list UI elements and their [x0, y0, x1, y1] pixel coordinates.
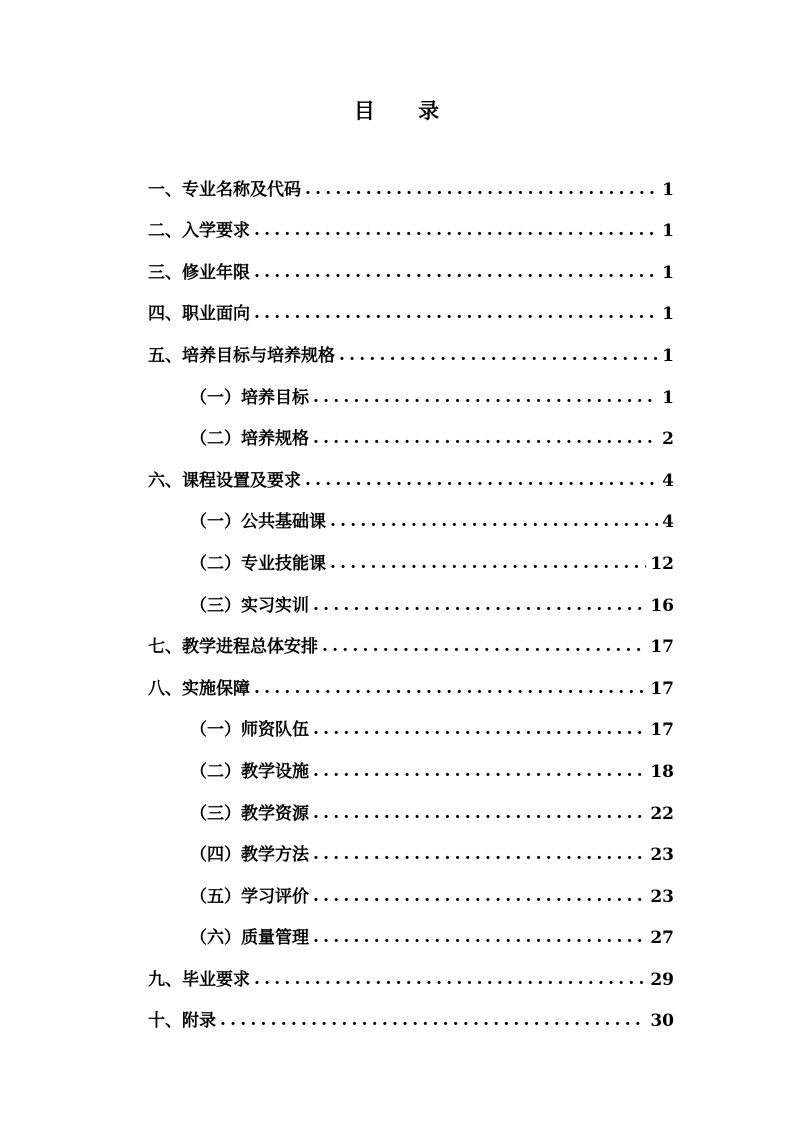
toc-entry-label: （六）质量管理 [190, 928, 309, 949]
toc-entry-label: 二、入学要求 [148, 221, 250, 242]
toc-entry-label: （一）公共基础课 [190, 512, 326, 533]
toc-entry-page-number: 1 [662, 179, 674, 200]
toc-entry-page-number: 23 [650, 886, 674, 907]
toc-entry-page-number: 17 [650, 637, 674, 658]
toc-entry-page-number: 1 [662, 262, 674, 283]
toc-entry[interactable] [148, 950, 674, 992]
toc-entry[interactable] [148, 701, 674, 743]
toc-entry-label: 四、职业面向 [148, 304, 250, 325]
toc-entry-page-number: 1 [662, 221, 674, 242]
toc-entry[interactable] [148, 742, 674, 784]
dot-leader [313, 801, 646, 825]
toc-entry-page-number: 17 [650, 678, 674, 699]
toc-entry-label: （一）师资队伍 [190, 720, 309, 741]
dot-leader [330, 551, 646, 575]
toc-entry[interactable] [148, 576, 674, 618]
toc-entry-label: 五、培养目标与培养规格 [148, 345, 335, 366]
toc-entry-page-number: 16 [650, 595, 674, 616]
toc-entry-page-number: 17 [650, 720, 674, 741]
toc-entry-label: （四）教学方法 [190, 845, 309, 866]
dot-leader [254, 301, 658, 325]
toc-entry[interactable] [148, 368, 674, 410]
toc-entry-page-number: 2 [662, 429, 674, 450]
toc-entry[interactable] [148, 285, 674, 327]
toc-entry-page-number: 27 [650, 928, 674, 949]
toc-title: 目 录 [353, 98, 458, 123]
dot-leader [339, 343, 658, 367]
toc-entry-label: 九、毕业要求 [148, 969, 250, 990]
dot-leader [254, 218, 658, 242]
toc-entry[interactable] [148, 826, 674, 868]
toc-entry-label: 一、专业名称及代码 [148, 179, 301, 200]
toc-entry-label: 十、附录 [148, 1011, 216, 1032]
dot-leader [254, 260, 658, 284]
toc-entry[interactable] [148, 243, 674, 285]
dot-leader [305, 468, 658, 492]
toc-entry-page-number: 22 [650, 803, 674, 824]
toc-entry-label: 八、实施保障 [148, 678, 250, 699]
toc-entry-label: （二）专业技能课 [190, 553, 326, 574]
toc-entry-page-number: 1 [662, 345, 674, 366]
dot-leader [322, 634, 646, 658]
toc-entry-label: 七、教学进程总体安排 [148, 637, 318, 658]
toc-entry[interactable] [148, 659, 674, 701]
dot-leader [313, 842, 646, 866]
toc-entry[interactable] [148, 451, 674, 493]
toc-entry-page-number: 18 [650, 761, 674, 782]
toc-entry[interactable] [148, 992, 674, 1034]
toc-entry[interactable] [148, 410, 674, 452]
dot-leader [313, 884, 646, 908]
toc-entry-label: （一）培养目标 [190, 387, 309, 408]
toc-entry-label: （三）教学资源 [190, 803, 309, 824]
dot-leader [313, 717, 646, 741]
dot-leader [313, 759, 646, 783]
toc-entry-page-number: 12 [650, 553, 674, 574]
toc-entry[interactable] [148, 160, 674, 202]
dot-leader [330, 509, 658, 533]
toc-entry[interactable] [148, 618, 674, 660]
toc-entry-label: （三）实习实训 [190, 595, 309, 616]
toc-entry-page-number: 29 [650, 969, 674, 990]
dot-leader [254, 676, 646, 700]
toc-entry[interactable] [148, 493, 674, 535]
toc-entry-page-number: 4 [662, 470, 674, 491]
dot-leader [305, 177, 658, 201]
dot-leader [254, 967, 646, 991]
toc-entry-page-number: 1 [662, 304, 674, 325]
toc-entry-page-number: 1 [662, 387, 674, 408]
toc-entry-page-number: 4 [662, 512, 674, 533]
dot-leader [313, 385, 658, 409]
dot-leader [220, 1008, 646, 1032]
toc-entry-page-number: 30 [650, 1011, 674, 1032]
toc-entry[interactable] [148, 202, 674, 244]
toc-entry[interactable] [148, 784, 674, 826]
toc-entry-label: （五）学习评价 [190, 886, 309, 907]
toc-entry[interactable] [148, 326, 674, 368]
toc-entry-page-number: 23 [650, 845, 674, 866]
toc-entry[interactable] [148, 867, 674, 909]
toc-entry[interactable] [148, 909, 674, 951]
toc-entry-label: 三、修业年限 [148, 262, 250, 283]
dot-leader [313, 925, 646, 949]
toc-entry[interactable] [148, 534, 674, 576]
toc-entry-label: （二）培养规格 [190, 429, 309, 450]
toc-entry-label: 六、课程设置及要求 [148, 470, 301, 491]
dot-leader [313, 593, 646, 617]
table-of-contents [148, 160, 674, 1033]
dot-leader [313, 426, 658, 450]
toc-entry-label: （二）教学设施 [190, 761, 309, 782]
